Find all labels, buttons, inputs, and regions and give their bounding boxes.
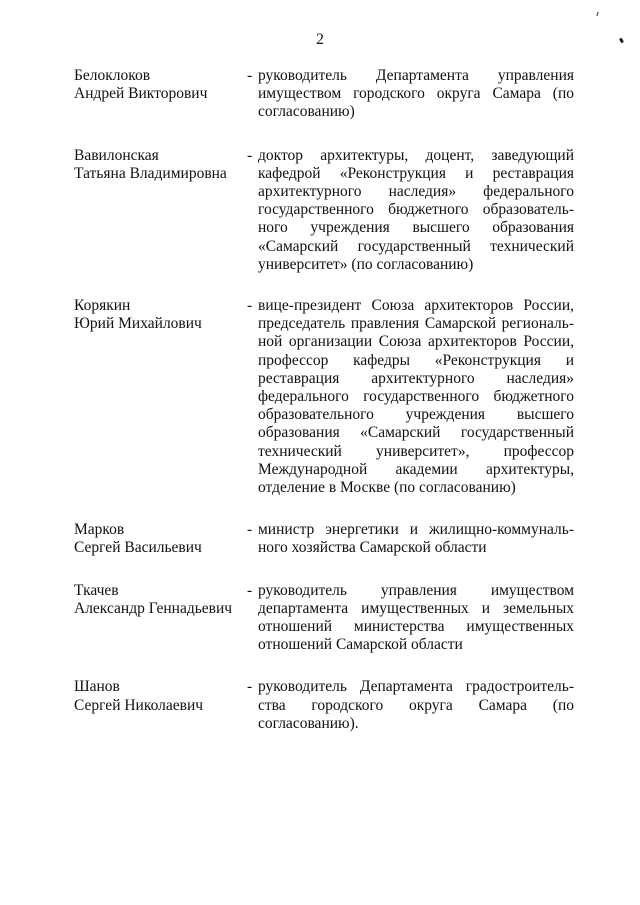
member-given-names: Сергей Васильевич <box>74 539 202 557</box>
member-name <box>74 67 247 103</box>
member-surname: Корякин <box>74 297 131 315</box>
member-given-names: Юрий Михайлович <box>74 315 202 333</box>
position-line: Международной академии архитектуры, <box>258 460 574 478</box>
member-entry <box>74 67 574 122</box>
position-line: руководитель управления имуществом <box>258 581 574 599</box>
position-line: руководитель Департамента градостроитель- <box>258 678 574 696</box>
member-name <box>74 582 247 618</box>
position-line: отделение в Москве (по согласованию) <box>258 479 516 497</box>
member-position <box>258 297 574 497</box>
member-name <box>74 678 247 714</box>
position-line: профессор кафедры «Реконструкция и <box>258 351 574 369</box>
entry-dash: - <box>247 678 253 696</box>
position-line: образовательного учреждения высшего <box>258 406 574 424</box>
position-line: отношений министерства имущественных <box>258 618 574 636</box>
member-position <box>258 678 574 733</box>
entry-dash: - <box>247 581 253 599</box>
member-surname: Вавилонская <box>74 146 159 164</box>
position-line: министр энергетики и жилищно-коммуналь- <box>258 521 574 539</box>
position-line: университет» (по согласованию) <box>258 255 474 273</box>
entry-dash: - <box>247 521 253 539</box>
entry-dash: - <box>247 146 253 164</box>
member-position <box>258 582 574 655</box>
member-entry <box>74 582 574 655</box>
position-line: образования «Самарский государственный <box>258 424 574 442</box>
member-position <box>258 67 574 122</box>
page-number: 2 <box>316 31 324 48</box>
members-list <box>74 67 574 733</box>
entry-dash: - <box>247 67 253 84</box>
position-line: ного хозяйства Самарской области <box>258 539 487 557</box>
member-position <box>258 521 574 557</box>
member-given-names: Сергей Николаевич <box>74 696 204 714</box>
position-line: федерального государственного бюджетного <box>258 388 574 406</box>
member-surname: Шанов <box>74 678 120 696</box>
position-line: технический университет», профессор <box>258 442 574 460</box>
member-position <box>258 147 574 274</box>
member-given-names: Андрей Викторович <box>74 85 208 103</box>
member-entry <box>74 297 574 497</box>
member-surname: Марков <box>74 521 125 539</box>
member-name <box>74 521 247 557</box>
position-line: руководитель Департамента управления <box>258 67 574 84</box>
position-line: согласованию) <box>258 103 355 121</box>
position-line: «Самарский государственный технический <box>258 237 574 255</box>
position-line: вице-президент Союза архитекторов России, <box>258 297 574 315</box>
member-name <box>74 297 247 333</box>
entry-dash: - <box>247 297 253 315</box>
position-line: кафедрой «Реконструкция и реставрация <box>258 164 574 182</box>
position-line: согласованию). <box>258 714 359 732</box>
position-line: ства городского округа Самара (по <box>258 696 574 714</box>
position-line: отношений Самарской области <box>258 636 463 654</box>
position-line: реставрация архитектурного наследия» <box>258 369 574 387</box>
member-surname: Белоклоков <box>74 67 151 84</box>
member-entry <box>74 147 574 274</box>
member-surname: Ткачев <box>74 581 119 599</box>
member-entry <box>74 678 574 733</box>
position-line: архитектурного наследия» федерального <box>258 183 574 201</box>
position-line: имуществом городского округа Самара (по <box>258 85 574 103</box>
position-line: государственного бюджетного образователь- <box>258 201 574 219</box>
position-line: ного учреждения высшего образования <box>258 219 574 237</box>
position-line: председатель правления Самарской региональ- <box>258 315 574 333</box>
position-line: доктор архитектуры, доцент, заведующий <box>258 146 574 164</box>
member-name <box>74 147 247 183</box>
position-line: департамента имущественных и земельных <box>258 599 574 617</box>
member-entry <box>74 521 574 557</box>
scan-speck <box>596 12 598 16</box>
member-given-names: Александр Геннадьевич <box>74 599 233 617</box>
position-line: ной организации Союза архитекторов России, <box>258 333 574 351</box>
member-given-names: Татьяна Владимировна <box>74 164 227 182</box>
